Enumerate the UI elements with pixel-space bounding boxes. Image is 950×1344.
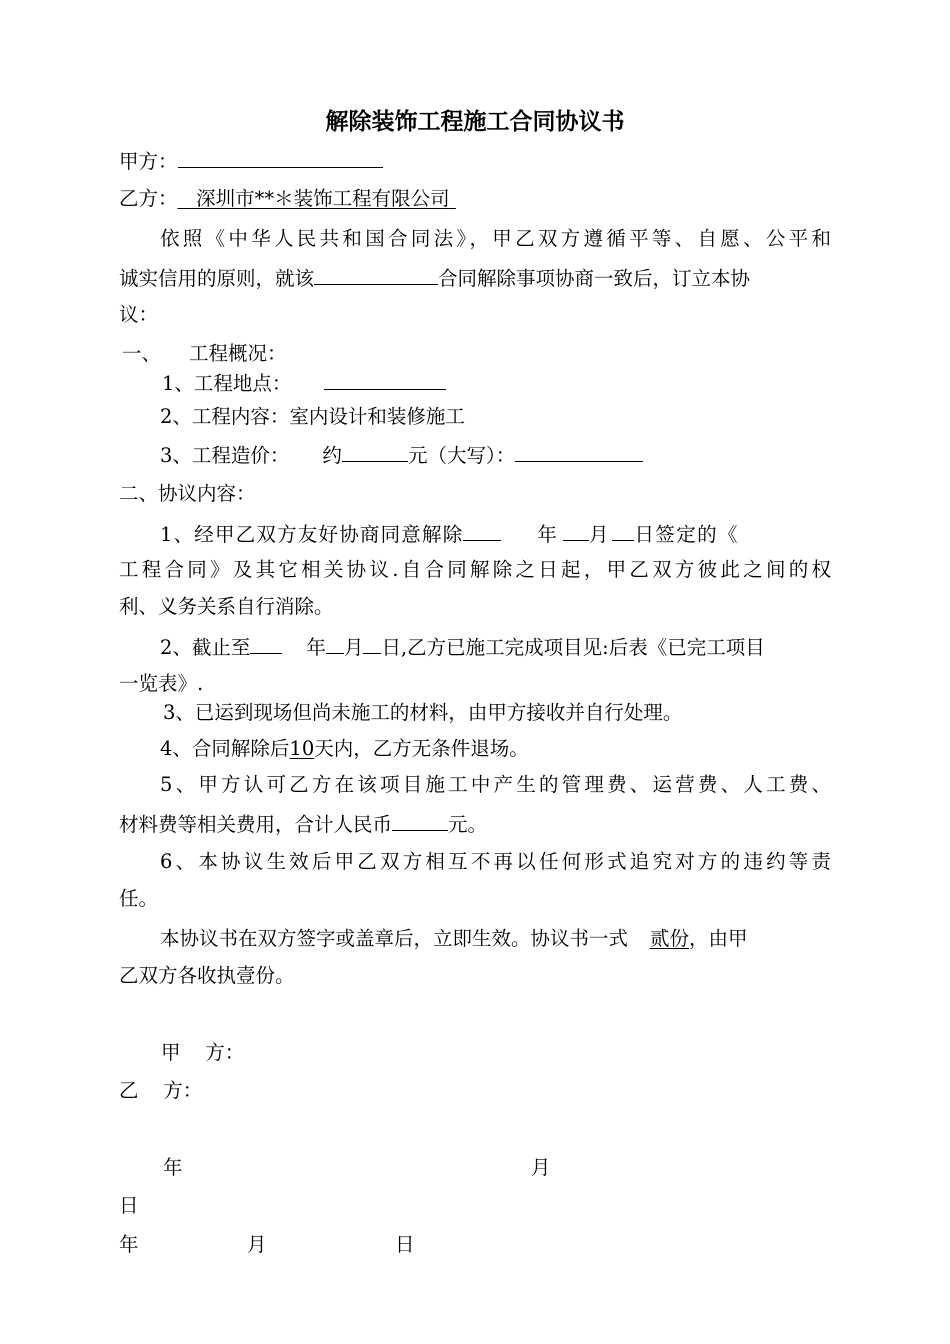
party-b-signature-label: 乙 方： bbox=[119, 1079, 203, 1102]
project-content-value: 室内设计和装修施工 bbox=[289, 405, 465, 428]
date-day-1: 日 bbox=[119, 1194, 139, 1217]
item-1-line-1: 1、经甲乙双方友好协商同意解除 年 月 日签定的《 bbox=[160, 520, 739, 548]
item-6-line-1: 6、本协议生效后甲乙双方相互不再以任何形式追究对方的违约等责 bbox=[160, 850, 831, 873]
document-title: 解除装饰工程施工合同协议书 bbox=[325, 108, 625, 135]
item-6-line-2: 任。 bbox=[119, 887, 159, 910]
project-location-blank bbox=[324, 369, 446, 390]
date-year-2: 年 bbox=[119, 1233, 139, 1256]
cost-words-blank bbox=[515, 441, 643, 462]
item-2-line-2: 一览表》. bbox=[119, 672, 204, 695]
party-a-blank bbox=[178, 147, 383, 168]
date-day-2: 日 bbox=[395, 1233, 415, 1256]
intro-line-1: 依照《中华人民共和国合同法》，甲乙双方遵循平等、自愿、公平和 bbox=[160, 227, 831, 250]
date-year-1: 年 bbox=[163, 1156, 183, 1179]
item-5-line-2: 材料费等相关费用，合计人民币 元。 bbox=[119, 810, 487, 838]
item-1-line-3: 利、义务关系自行消除。 bbox=[119, 595, 334, 618]
copies-count: 贰份 bbox=[650, 927, 690, 950]
item-3-line: 3、已运到现场但尚未施工的材料，由甲方接收并自行处理。 bbox=[163, 701, 683, 724]
exit-days: 10 bbox=[289, 737, 315, 760]
party-a-label: 甲方： bbox=[119, 150, 178, 173]
item-1-line-2: 工程合同》及其它相关协议.自合同解除之日起，甲乙双方彼此之间的权 bbox=[119, 558, 831, 581]
fee-amount-blank bbox=[392, 810, 448, 831]
section-2-heading: 二、协议内容： bbox=[119, 482, 256, 505]
project-cost-line: 3、工程造价： 约 元（大写）： bbox=[160, 441, 643, 469]
party-a-line bbox=[119, 147, 383, 175]
contract-name-blank bbox=[314, 264, 438, 285]
item-4-line: 4、合同解除后10天内，乙方无条件退场。 bbox=[160, 737, 529, 760]
closing-line-2: 乙双方各收执壹份。 bbox=[119, 964, 295, 987]
project-location-line: 1、工程地点： bbox=[162, 369, 446, 397]
item-2-line-1: 2、截止至 年 月 日,乙方已施工完成项目见:后表《已完工项目 bbox=[160, 633, 765, 661]
party-a-signature-label: 甲 方： bbox=[161, 1041, 245, 1064]
date-month-1: 月 bbox=[531, 1156, 551, 1179]
party-b-label: 乙方： bbox=[119, 187, 178, 210]
intro-line-3: 议： bbox=[119, 303, 159, 326]
project-content-line: 2、工程内容：室内设计和装修施工 bbox=[160, 405, 465, 428]
closing-line-1: 本协议书在双方签字或盖章后，立即生效。协议书一式 贰份，由甲 bbox=[160, 927, 748, 950]
intro-line-2: 诚实信用的原则，就该 合同解除事项协商一致后，订立本协 bbox=[119, 264, 750, 292]
party-b-line bbox=[119, 186, 456, 212]
section-1-heading: 一、 工程概况： bbox=[122, 342, 287, 365]
cost-amount-blank bbox=[342, 441, 408, 462]
party-b-name: 深圳市**＊装饰工程有限公司 bbox=[196, 187, 450, 210]
item-5-line-1: 5、甲方认可乙方在该项目施工中产生的管理费、运营费、人工费、 bbox=[160, 773, 831, 796]
date-month-2: 月 bbox=[247, 1233, 267, 1256]
